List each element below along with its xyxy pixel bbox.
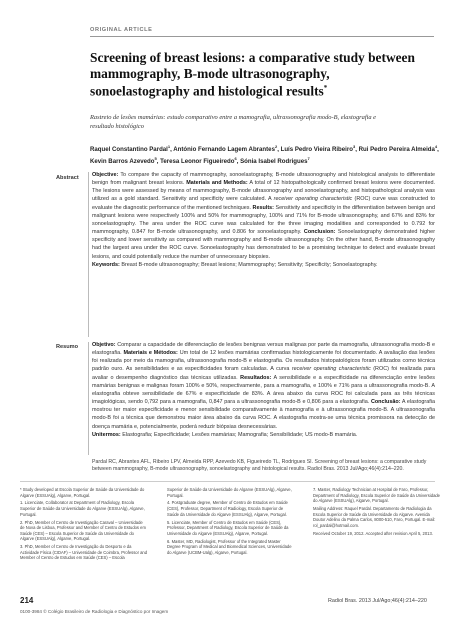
- mailing-address: Mailing Address: Raquel Pardal. Departamento de Radiologia da Escola Superior de Saúde da Universidade do Algarve. Avenida Doutor Adelino da Palma Carlos, 8000-510, Faro, Portugal. E-mail: rol_pardal@hotmail.com.: [313, 506, 436, 528]
- footnotes-column-1: [20, 487, 148, 563]
- header-rule: [90, 36, 434, 37]
- footnote: 6. Master, MD, Radiologist, Professor of the Integrated Master Degree Program of Medical and Biomedical Sciences, Universidade do Algarve (UCBM-Ualg), Algarve, Portugal.: [167, 538, 292, 555]
- portuguese-title: Rastreio de lesões mamárias: estudo comparativo entre a mamografia, ultrassonografia modo-B, elastografia e resultado histológico: [90, 114, 377, 130]
- footnote: Superior de Saúde da Universidade do Algarve (ESSUAlg), Algarve, Portugal.: [167, 487, 292, 498]
- author-list: [90, 142, 440, 166]
- footnote-rule: [20, 481, 435, 482]
- author: Luís Pedro Vieira Ribeiro$^3$,: [280, 144, 359, 154]
- journal-reference: Radiol Bras. 2013 Jul/Ago;46(4):214–220: [328, 598, 427, 604]
- page-number: 214: [20, 596, 34, 605]
- author: Teresa Leonor Figueiredo$^6$,: [160, 156, 241, 166]
- article-type-label: ORIGINAL ARTICLE: [90, 27, 153, 33]
- author: Sónia Isabel Rodrigues$^7$: [240, 156, 310, 166]
- footnotes-column-2: [167, 487, 295, 558]
- footnote: 3. PhD, Member of Centro de Investigação do Desporto e da Actividade Física (CIDAF) – Universidade de Coimbra, Professor and Member of Centro de Estudos em Saúde (CES) – Escola: [20, 544, 148, 561]
- resumo-label: Resumo: [56, 344, 79, 350]
- footnote: 5. Licenciate, Member of Centro de Estudos em Saúde (CES), Professor, Department of Radiology, Escola Superior de Saúde da Universidade do Algarve (ESSUAlg), Algarve, Portugal.: [167, 519, 289, 536]
- article-title: [90, 50, 420, 99]
- footnote: * Study developed at Escola Superior de Saúde da Universidade do Algarve (ESSUAlg), Algarve, Portugal.: [20, 487, 145, 498]
- keywords-label: Keywords:: [92, 261, 120, 268]
- unitermos: Elastografia; Especificidade; Lesões mamárias; Mamografia; Sensibilidade; US modo-B mamária.: [122, 431, 358, 438]
- author: António Fernando Lagem Abrantes$^2$,: [173, 144, 281, 154]
- abstract-body: Objective: To compare the capacity of mammography, sonoelastography, B-mode ultrasonography and histological analysis to differentiate benign from malignant breast lesions. Materials and Methods: A total of 12 histopathologically confirmed breast lesions were documented. The lesions were assessed by means of mammography, B-mode ultrasonography and sonoelastography, and histopathological analysis was utilized as a gold standard. Sensitivity and specificity were calculated. A receiver operating characteristic (ROC) curve was constructed to evaluate the diagnostic performance of the mentioned techniques. Results: Sensitivity and specificity in the differentiation between benign and malignant lesions were respectively 100% and 50% for mammography, 100% and 71% for B-mode ultrasonography, and 67% and 83% for sonoelastography. The area under the ROC curve was calculated for the three imaging modalities and corresponded to 0.792 for mammography, 0.847 for B-mode ultrasonography, and 0.806 for sonoelastography. Conclusion: Sonoelastography demonstrated higher specificity and lower sensitivity as compared with mammography and B-mode ultrasonography. On the other hand, B-mode ultrasonography had the largest area under the ROC curve. Sonoelastography has demonstrated to be a promising technique to detect and evaluate breast lesions, and could potentially reduce the number of unnecessary biopsies. Keywords: Breast B-mode ultrasonography; Breast lesions; Mammography; Sensitivity; Specificity; Sonoelastography.: [92, 172, 435, 268]
- author: Kevin Barros Azevedo$^5$,: [90, 156, 161, 166]
- citation: Pardal RC, Abrantes AFL, Ribeiro LPV, Almeida RPP, Azevedo KB, Figueiredo TL, Rodrigues SI. Screening of breast lesions: a comparative study between mammography, B-mode ultrasonography, sonoelastography and histological results. Radiol Bras. 2013 Jul/Ago;46(4):214–220.: [92, 459, 427, 473]
- author: Raquel Constantino Pardal$^1$,: [90, 144, 174, 154]
- unitermos-label: Unitermos:: [92, 431, 121, 438]
- received-date: Received October 19, 2012. Accepted after revision April 5, 2013.: [313, 530, 433, 536]
- footnote: 2. PhD, Member of Centro de Investigação Caraval – Universidade de Nova de Lisboa, Professor and Member of Centro de Estudos em Saúde (CES) – Escola Superior de Saúde da Universidade do Algarve (ESSUAlg), Algarve, Portugal.: [20, 519, 146, 542]
- title-text: Screening of breast lesions: a comparative study between mammography, B-mode ultrasonography, sonoelastography and histological results: [90, 50, 415, 99]
- resumo-body: Objetivo: Comparar a capacidade de diferenciação de lesões benignas versus malignas por parte da mamografia, ultrassonografia modo-B e elastografia. Materiais e Métodos: Um total de 12 lesões mamárias confirmadas histologicamente foi documentado. A avaliação das lesões foi realizada por meio da mamografia, ultrassonografia modo-B e elastografia. Os resultados histopatológicos foram utilizados como técnica padrão ouro. As sensibilidades e as especificidades foram calculadas. A curva receiver operating characteristic (ROC) foi realizada para avaliar o desempenho diagnóstico das técnicas utilizadas. Resultados: A sensibilidade e a especificidade na diferenciação entre lesões mamárias benignas e malignas foram 100% e 50%, respectivamente, para a mamografia, e 100% e 71% para a ultrassonografia modo-B. A elastografia obteve sensibilidade de 67% e especificidade de 83%. A área abaixo da curva ROC foi calculada para as três técnicas imagiológicas, sendo 0,792 para a mamografia, 0,847 para a ultrassonografia modo-B e 0,806 para a elastografia. Conclusão: A elastografia mostrou ter maior especificidade e menor sensibilidade comparativamente à mamografia e à ultrassonografia modo-B. A ultrassonografia modo-B foi a técnica que demonstrou maior área abaixo da curva ROC. A elastografia mostra-se uma técnica promissora na detecção de doença mamária e, potencialmente, poderá reduzir biópsias desnecessárias. Unitermos: Elastografia; Especificidade; Lesões mamárias; Mamografia; Sensibilidade; US modo-B mamária.: [92, 342, 436, 438]
- abstract-divider: [88, 172, 89, 337]
- author: Rui Pedro Pereira Almeida$^4$,: [358, 144, 439, 154]
- abstract-label: Abstract: [56, 175, 79, 181]
- resumo-divider: [88, 342, 89, 455]
- keywords: Breast B-mode ultrasonography; Breast lesions; Mammography; Sensitivity; Specificity; Sonoelastography.: [121, 261, 378, 268]
- footnote: 1. Licenciate, Collaborator at Department of Radiology, Escola Superior de Saúde da Universidade do Algarve (ESSUAlg), Algarve, Portugal.: [20, 500, 145, 517]
- footnote: 4. Postgraduate degree, Member of Centro de Estudos em Saúde (CES), Professor, Department of Radiology, Escola Superior de Saúde da Universidade do Algarve (ESSUAlg), Algarve, Portugal.: [167, 500, 288, 517]
- title-footnote-mark: *: [323, 84, 328, 93]
- footnotes-column-3: [313, 487, 441, 539]
- copyright: 0100-3984 © Colégio Brasileiro de Radiologia e Diagnóstico por Imagem: [20, 609, 169, 614]
- footnote: 7. Master, Radiology Technician at Hospital de Faro, Professor, Department of Radiology, Escola Superior de Saúde da Universidade do Algarve (ESSUAlg), Algarve, Portugal.: [313, 487, 440, 504]
